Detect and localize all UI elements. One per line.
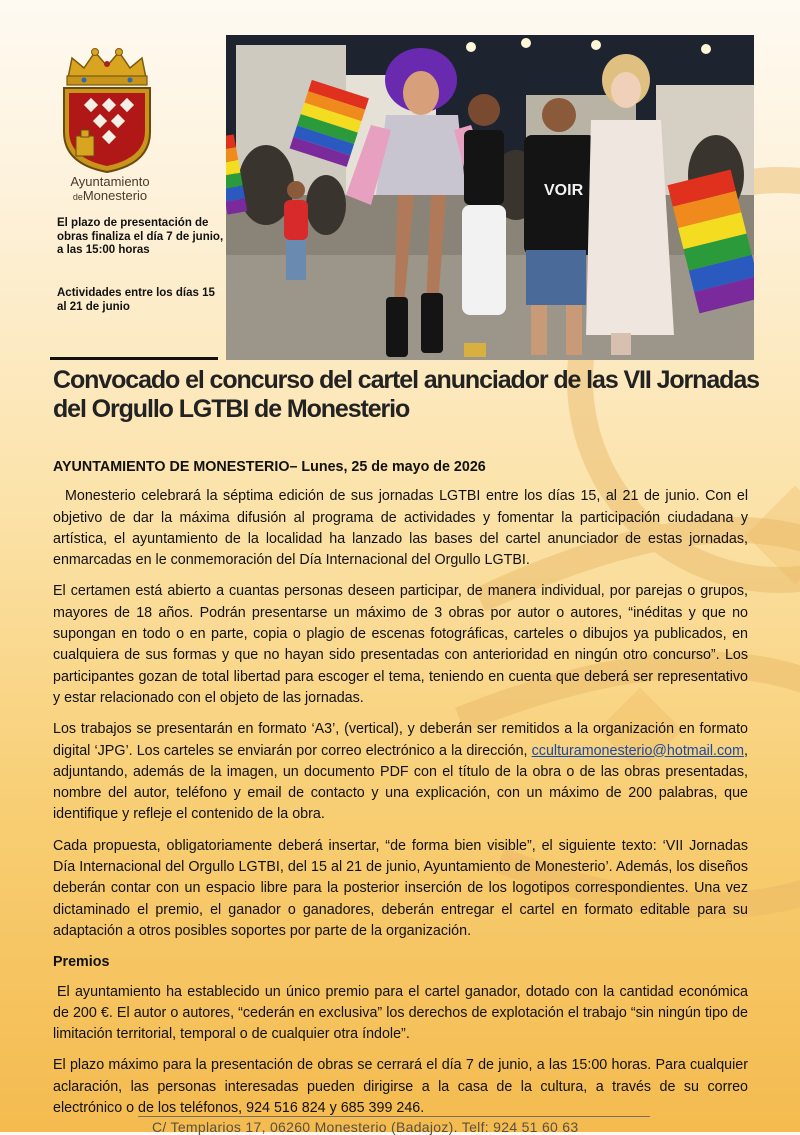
pride-event-photo [226, 35, 754, 360]
deadline-note: El plazo de presentación de obras finaliza el día 7 de junio, a las 15:00 horas [57, 217, 224, 256]
paragraph [53, 719, 748, 825]
crown-icon [67, 49, 147, 86]
logo-caption-prefix: de [72, 192, 83, 202]
paragraph: Monesterio celebrará la séptima edición de sus jornadas LGTBI entre los días 15, al 21 de junio. Con el objetivo de dar la máxima difusión al programa de actividades y fomentar la participación ciudadana y artística, el ayuntamiento de la localidad ha lanzado las bases del cartel anunciador de estas jornadas, enmarcadas en le conmemoración del Día Internacional del Orgullo LGTBI. [53, 488, 748, 569]
footer-divider [138, 1116, 650, 1117]
paragraph: Cada propuesta, obligatoriamente deberá insertar, “de forma bien visible”, el siguiente texto: ‘VII Jornadas Día Internacional del Orgullo LGTBI, del 15 al 21 de junio, Ayuntamiento de Monesterio’. Además, los diseños deberán contar con un espacio libre para la posterior inserción de los logotipos correspondientes. Una vez dictaminado el premio, el ganador o ganadores, deberán entregar el cartel en formato editable para su adaptación a otros posibles soportes por parte de la organización. [53, 837, 748, 939]
section-rule [50, 357, 218, 360]
coat-of-arms-logo [52, 44, 162, 179]
page-title: Convocado el concurso del cartel anunciador de las VII Jornadas del Orgullo LGTBI de Monesterio [53, 366, 759, 423]
logo-caption [60, 175, 160, 204]
paragraph: El plazo máximo para la presentación de obras se cerrará el día 7 de junio, a las 15:00 horas. Para cualquier aclaración, las personas interesadas pueden dirigirse a la casa de la cultura, a través de su correo electrónico o de los teléfonos, 924 516 824 y 685 399 246. [53, 1057, 748, 1117]
activities-note: Actividades entre los días 15 al 21 de junio [57, 287, 215, 313]
paragraph: El ayuntamiento ha establecido un único premio para el cartel ganador, dotado con la cantidad económica de 200 €. El autor o autores, “cederán en exclusiva” los derechos de explotación el trabajo “sin ningún tipo de limitación territorial, temporal o de cualquier otra índole”. [53, 983, 748, 1043]
dateline: AYUNTAMIENTO DE MONESTERIO– Lunes, 25 de mayo de 2026 [53, 459, 486, 475]
logo-caption-line2: Monesterio [82, 188, 148, 203]
shirt-text: VOIR [544, 182, 584, 199]
logo-caption-line1: Ayuntamiento [70, 174, 150, 189]
paragraph-text: , adjuntando, además de la imagen, un documento PDF con el título de la obra o de las obras presentadas, nombre del autor, teléfono y email de contacto y una explicación, con un máximo de 200 palabras, que identifique y refleje el contenido de la obra. [53, 742, 748, 823]
footer-address: C/ Templarios 17, 06260 Monesterio (Badajoz). Telf: 924 51 60 63 [152, 1119, 579, 1135]
paragraph: El certamen está abierto a cuantas personas deseen participar, de manera individual, por parejas o grupos, mayores de 18 años. Podrán presentarse un máximo de 3 obras por autor o autores, “inéditas y que no supongan en todo o en parte, copia o plagio de escenas fotográficas, carteles o dibujos ya publicados, en cualquiera de sus formas y que no hayan sido presentadas con anterioridad en ningún otro concurso”. Los participantes gozan de total libertad para escoger el tema, teniendo en cuenta que deberá ser representativo y estar relacionado con el objeto de las jornadas. [53, 583, 748, 706]
paragraph-text: Los trabajos se presentarán en formato ‘A3’, (vertical), y deberán ser remitidos a la organización en formato digital ‘JPG’. Los carteles se enviarán por correo electrónico a la dirección, [53, 721, 748, 759]
email-link[interactable]: cculturamonesterio@hotmail.com [531, 742, 745, 759]
premios-heading: Premios [53, 954, 110, 971]
article-body [53, 457, 748, 1129]
